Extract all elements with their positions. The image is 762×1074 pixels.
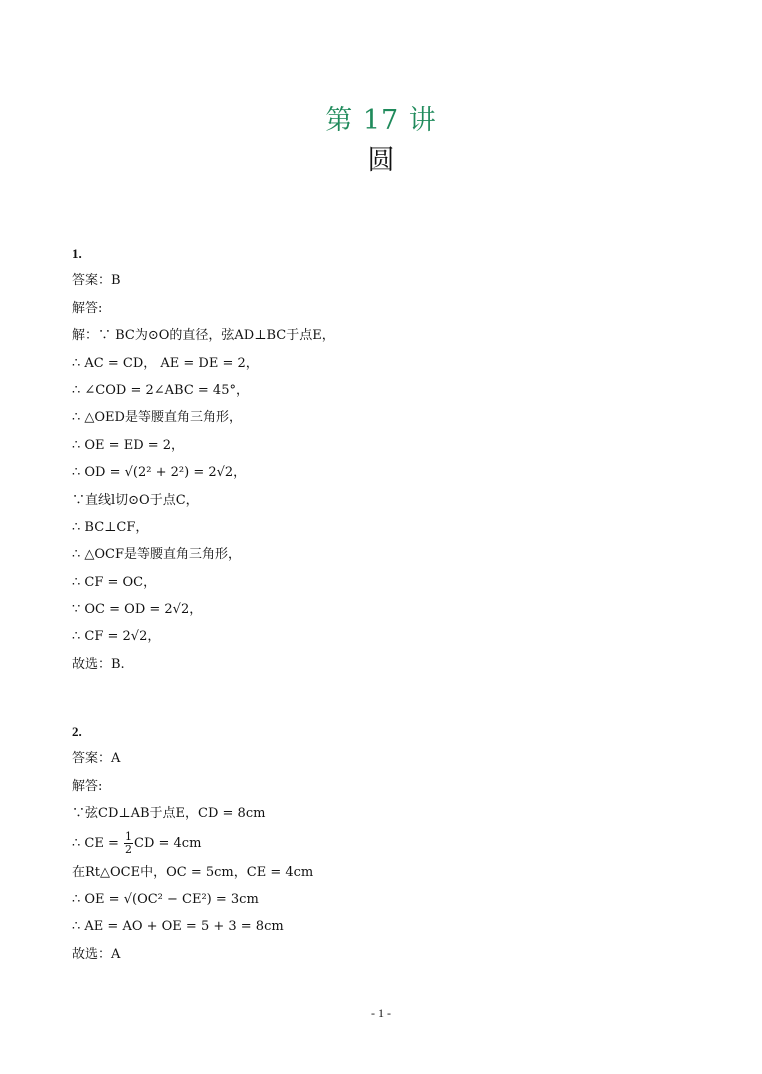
solution-line: ∴ OE = √(OC² − CE²) = 3cm bbox=[72, 891, 259, 907]
solution-line: 故选：B. bbox=[72, 656, 125, 672]
solution-line: 故选：A bbox=[72, 946, 121, 962]
solution-line: ∴ △OCF是等腰直角三角形， bbox=[72, 547, 242, 563]
analysis-label: 解答: bbox=[72, 778, 103, 794]
problem-number: 1. bbox=[72, 246, 82, 261]
lesson-title: 第 17 讲 bbox=[325, 105, 437, 136]
solution-line: ∴ OE = ED = 2， bbox=[72, 437, 185, 453]
solution-line: ∴ BC⊥CF， bbox=[72, 519, 149, 535]
problem-2 bbox=[72, 718, 692, 968]
solution-line: ∴ CF = 2√2， bbox=[72, 629, 161, 645]
fraction-tail: CD = 4cm bbox=[134, 835, 202, 851]
solution-line: ∴ OD = √(2² + 2²) = 2√2， bbox=[72, 465, 247, 481]
fraction-denominator: 2 bbox=[125, 842, 132, 856]
solution-line: 在Rt△OCE中，OC = 5cm，CE = 4cm bbox=[72, 864, 314, 880]
fraction-numerator: 1 bbox=[125, 829, 132, 843]
solution-line: ∴ ∠COD = 2∠ABC = 45°， bbox=[72, 382, 249, 398]
page-number: - 1 - bbox=[371, 1006, 391, 1020]
solution-line: ∴ △OED是等腰直角三角形， bbox=[72, 410, 242, 426]
lesson-subtitle: 圆 bbox=[367, 145, 395, 176]
solution-line: ∴ CF = OC， bbox=[72, 574, 157, 590]
analysis-label: 解答: bbox=[72, 300, 103, 316]
solution-line: ∴ AE = AO + OE = 5 + 3 = 8cm bbox=[72, 919, 284, 935]
solution-line: ∵ OC = OD = 2√2， bbox=[72, 602, 203, 618]
solution-line-fraction bbox=[72, 828, 692, 859]
solution-line: ∴ AC = CD， AE = DE = 2， bbox=[72, 355, 259, 371]
answer-line: 答案：A bbox=[72, 751, 121, 767]
solution-line: ∵直线l切⊙O于点C， bbox=[72, 492, 199, 508]
problem-number: 2. bbox=[72, 724, 82, 739]
problem-1 bbox=[72, 240, 692, 678]
answer-line: 答案：B bbox=[72, 273, 121, 289]
fraction-prefix: ∴ CE = bbox=[72, 835, 123, 851]
solution-line: 解：∵ BC为⊙O的直径，弦AD⊥BC于点E， bbox=[72, 328, 335, 344]
fraction bbox=[124, 831, 133, 856]
solution-line: ∵弦CD⊥AB于点E，CD = 8cm bbox=[72, 806, 266, 822]
